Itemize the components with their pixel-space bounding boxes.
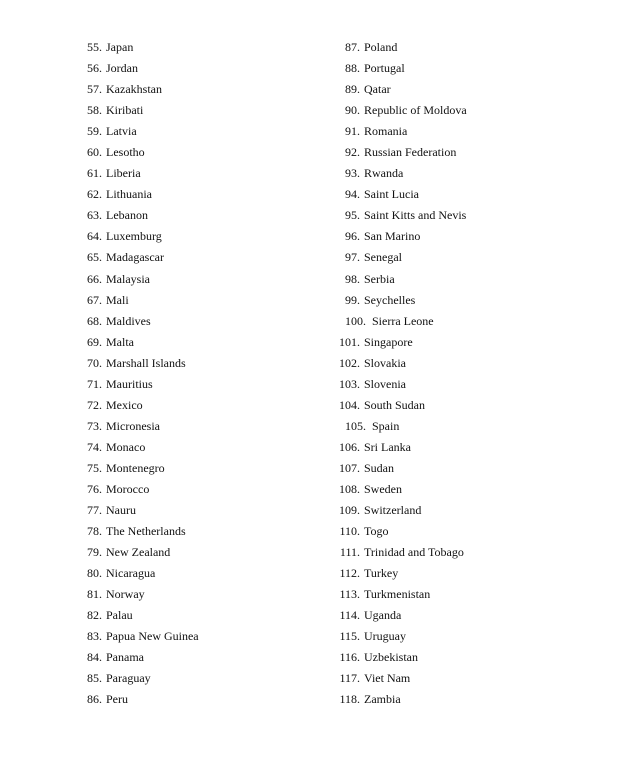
list-item-number: 109. [339,503,360,518]
list-item [334,100,594,121]
list-item-country-name: Viet Nam [364,671,411,686]
list-item [334,121,594,142]
list-item [82,163,322,184]
list-item [82,247,322,268]
list-item-number: 94. [345,187,360,202]
list-item-country-name: Sweden [364,481,402,496]
list-item-number: 72. [87,397,102,412]
list-item-country-name: Japan [106,40,134,54]
list-item [82,542,322,563]
list-item-number: 57. [87,82,102,97]
list-item-number: 91. [345,124,360,139]
list-item-number: 58. [87,103,102,118]
list-item [334,521,594,542]
list-item-number: 88. [345,61,360,76]
list-item [334,247,594,268]
list-item-country-name: Trinidad and Tobago [364,545,464,560]
list-item-number: 59. [87,124,102,139]
list-item-number: 99. [345,292,360,307]
list-item-country-name: Lithuania [106,187,152,202]
list-item [82,458,322,479]
list-item-country-name: Maldives [106,313,151,328]
list-item-country-name: New Zealand [106,545,171,560]
list-item-country-name: Seychelles [364,292,416,307]
list-item-country-name: Malaysia [106,271,150,286]
list-item-number: 90. [345,103,360,118]
list-item-country-name: Serbia [364,271,395,286]
list-item [82,395,322,416]
list-item [82,500,322,521]
list-item-country-name: Sudan [364,460,394,475]
list-item [334,563,594,584]
list-item [334,605,594,626]
list-item [82,584,322,605]
list-item-number: 113. [339,587,360,602]
list-item-number: 79. [87,545,102,560]
list-item-country-name: Romania [364,124,408,139]
list-item-number: 68. [87,313,102,328]
list-item-number: 112. [339,566,360,581]
list-item-country-name: Saint Lucia [364,187,419,202]
list-item-country-name: Spain [372,418,400,433]
list-item [334,37,594,58]
list-item [82,626,322,647]
list-item-country-name: Republic of Moldova [364,103,467,118]
list-item-number: 76. [87,481,102,496]
list-item-number: 66. [87,271,102,286]
list-item-country-name: Lebanon [106,208,148,223]
list-item-number: 83. [87,629,102,644]
list-item-country-name: Saint Kitts and Nevis [364,208,467,223]
list-item [82,142,322,163]
list-item-country-name: Latvia [106,124,137,139]
list-item-country-name: South Sudan [364,397,426,412]
list-item [82,437,322,458]
list-item-number: 96. [345,229,360,244]
list-item-country-name: Lesotho [106,145,145,160]
list-item-country-name: Uruguay [364,629,406,644]
list-item-number: 92. [345,145,360,160]
list-item-country-name: Papua New Guinea [106,629,199,644]
list-item-country-name: Marshall Islands [106,355,186,370]
list-item-number: 55. [87,40,102,54]
list-item-number: 86. [87,692,102,707]
list-item [334,184,594,205]
list-item-country-name: Morocco [106,481,150,496]
list-item-number: 101. [339,334,360,349]
list-item [334,142,594,163]
list-item-number: 60. [87,145,102,160]
list-item-country-name: Slovenia [364,376,406,391]
list-item-number: 77. [87,503,102,518]
country-list-left-column [82,37,322,711]
list-item-country-name: Mali [106,292,129,307]
list-item-country-name: Turkmenistan [364,587,431,602]
list-item-country-name: Senegal [364,250,402,265]
list-item-country-name: Mauritius [106,376,153,391]
list-item-country-name: Jordan [106,61,138,76]
list-item-number: 110. [339,524,360,539]
list-item-number: 73. [87,418,102,433]
list-item [334,79,594,100]
list-item [82,79,322,100]
list-item-number: 67. [87,292,102,307]
list-item-number: 61. [87,166,102,181]
list-item [334,58,594,79]
list-item-number: 78. [87,524,102,539]
list-item [334,647,594,668]
list-item-country-name: San Marino [364,229,421,244]
list-item [334,437,594,458]
list-item-number: 108. [339,481,360,496]
list-item-country-name: Uzbekistan [364,650,418,665]
list-item-number: 95. [345,208,360,223]
list-item-number: 63. [87,208,102,223]
list-item-number: 62. [87,187,102,202]
list-item-number: 89. [345,82,360,97]
list-item [82,605,322,626]
list-item [334,205,594,226]
list-item-number: 84. [87,650,102,665]
list-item-country-name: Nicaragua [106,566,156,581]
list-item-number: 87. [345,40,360,54]
list-item-country-name: Portugal [364,61,405,76]
list-item-number: 106. [339,439,360,454]
list-item-number: 115. [339,629,360,644]
list-item-number: 118. [339,692,360,707]
list-item [334,584,594,605]
list-item [334,374,594,395]
list-item-number: 65. [87,250,102,265]
list-item-country-name: Nauru [106,503,136,518]
list-item-country-name: Rwanda [364,166,404,181]
list-item-country-name: Zambia [364,692,401,707]
list-item [82,226,322,247]
list-item-country-name: Kazakhstan [106,82,162,97]
list-item [334,395,594,416]
list-item [334,226,594,247]
list-item-country-name: Slovakia [364,355,406,370]
list-item-country-name: Uganda [364,608,402,623]
list-item [82,311,322,332]
list-item-number: 100. [345,313,366,328]
list-item-number: 103. [339,376,360,391]
list-item [82,205,322,226]
list-item [334,353,594,374]
list-item-number: 56. [87,61,102,76]
list-item-number: 82. [87,608,102,623]
list-item [334,163,594,184]
list-item-country-name: Switzerland [364,503,422,518]
list-item-country-name: Turkey [364,566,399,581]
list-item [82,479,322,500]
list-item [82,416,322,437]
list-item [334,332,594,353]
list-item-country-name: Madagascar [106,250,164,265]
list-item-number: 114. [339,608,360,623]
list-item [82,332,322,353]
list-item-country-name: Paraguay [106,671,151,686]
list-item-country-name: Sierra Leone [372,313,434,328]
list-item [334,542,594,563]
list-item-country-name: Sri Lanka [364,439,411,454]
list-item [82,521,322,542]
list-item-country-name: Qatar [364,82,391,97]
list-item [82,100,322,121]
list-item [334,269,594,290]
list-item-number: 81. [87,587,102,602]
list-item-country-name: Norway [106,587,145,602]
list-item [82,668,322,689]
list-item-country-name: Liberia [106,166,141,181]
list-item-number: 98. [345,271,360,286]
list-item-country-name: Mexico [106,397,143,412]
list-item [334,500,594,521]
list-item-country-name: Togo [364,524,389,539]
list-item-country-name: Montenegro [106,460,165,475]
list-item-number: 104. [339,397,360,412]
list-item [82,689,322,710]
list-item [334,689,594,710]
list-item [82,290,322,311]
list-item-number: 74. [87,439,102,454]
list-item-number: 75. [87,460,102,475]
list-item [82,121,322,142]
list-item [334,290,594,311]
list-item-number: 116. [339,650,360,665]
list-item-number: 97. [345,250,360,265]
list-item-number: 107. [339,460,360,475]
list-item-number: 85. [87,671,102,686]
list-item-number: 70. [87,355,102,370]
list-item [82,647,322,668]
list-item [82,58,322,79]
list-item-country-name: Peru [106,692,128,707]
list-item-country-name: Micronesia [106,418,160,433]
list-item-number: 71. [87,376,102,391]
list-item-country-name: Singapore [364,334,413,349]
list-item-number: 111. [339,545,360,560]
list-item [82,353,322,374]
list-item-country-name: Russian Federation [364,145,457,160]
list-item-number: 64. [87,229,102,244]
country-list-right-column [334,37,594,711]
list-item-country-name: Panama [106,650,144,665]
list-item-country-name: Poland [364,40,398,54]
list-item [334,311,594,332]
list-item-number: 69. [87,334,102,349]
list-item-country-name: Luxemburg [106,229,162,244]
list-item [334,668,594,689]
list-item [82,563,322,584]
list-item [82,269,322,290]
list-item-number: 102. [339,355,360,370]
list-item [82,184,322,205]
list-item-number: 93. [345,166,360,181]
list-item-country-name: Palau [106,608,133,623]
list-item-country-name: Malta [106,334,134,349]
list-item [82,37,322,58]
list-item-country-name: The Netherlands [106,524,186,539]
list-item [334,626,594,647]
list-item-country-name: Kiribati [106,103,144,118]
list-item-number: 117. [339,671,360,686]
list-item [334,416,594,437]
list-item-country-name: Monaco [106,439,146,454]
list-item [334,458,594,479]
list-item [334,479,594,500]
list-item-number: 105. [345,418,366,433]
list-item-number: 80. [87,566,102,581]
list-item [82,374,322,395]
